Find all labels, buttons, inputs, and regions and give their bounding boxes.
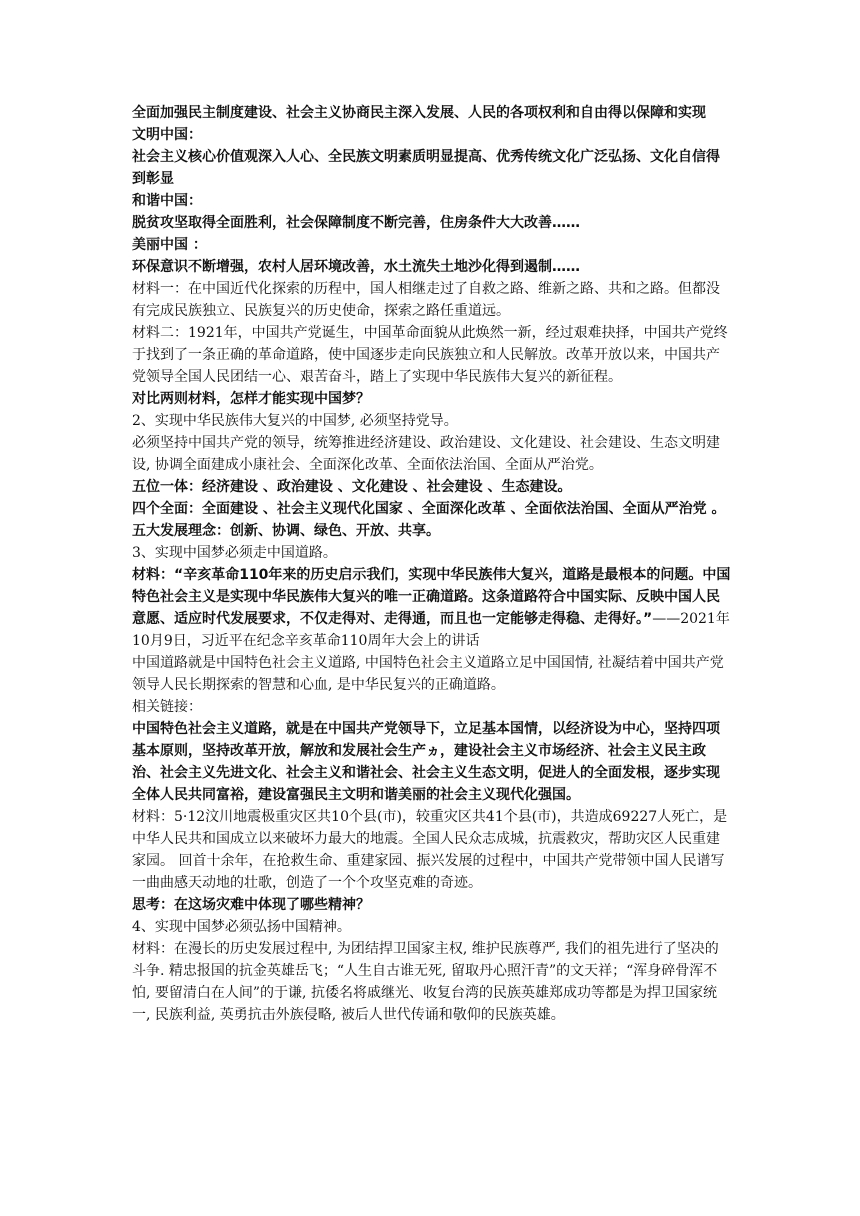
five-development-concepts: 五大发展理念：创新、协调、绿色、开放、共享。	[132, 523, 440, 539]
wenchuan-material: 材料：5·12汶川地震极重灾区共10个县(市)，较重灾区共41个县(市)，共造成69227人死亡，是中华人民共和国成立以来破坏力最大的地震。全国人民众志成城，抗震救灾，帮助灾区人民重建家园。 回首十余年，在抢救生命、重建家园、振兴发展的过程中，中国共产党带领中国人民谱写一曲曲感天动地的壮歌，创造了一个个攻坚克难的奇迹。	[132, 809, 728, 891]
related-link-label: 相关链接：	[132, 699, 202, 715]
section-3-heading: 3、实现中国梦必须走中国道路。	[132, 545, 337, 561]
beautiful-china-text: 环保意识不断增强，农村人居环境改善，水土流失土地沙化得到遏制……	[132, 259, 580, 275]
document-body	[132, 102, 732, 1026]
democracy-summary: 全面加强民主制度建设、社会主义协商民主深入发展、人民的各项权利和自由得以保障和实现	[132, 105, 706, 121]
xinhai-material	[132, 564, 732, 652]
question-compare: 对比两则材料，怎样才能实现中国梦？	[132, 391, 370, 407]
material-two: 材料二：1921年，中国共产党诞生，中国革命面貌从此焕然一新，经过艰难抉择，中国共产党终于找到了一条正确的革命道路，使中国逐步走向民族独立和人民解放。改革开放以来，中国共产党领导全国人民团结一心、艰苦奋斗，踏上了实现中华民族伟大复兴的新征程。	[132, 325, 728, 385]
xinhai-quote: 材料：“辛亥革命110年来的历史启示我们，实现中华民族伟大复兴，道路是最根本的问题。中国特色社会主义是实现中华民族伟大复兴的唯一正确道路。这条道路符合中国实际、反映中国人民意愿、适应时代发展要求，不仅走得对、走得通，而且也一定能够走得稳、走得好。”	[132, 567, 731, 627]
heading-civilized-china: 文明中国：	[132, 127, 202, 143]
heading-harmonious-china: 和谐中国：	[132, 193, 202, 209]
question-spirit: 思考：在这场灾难中体现了哪些精神？	[132, 897, 370, 913]
socialism-road-definition: 中国特色社会主义道路，就是在中国共产党领导下，立足基本国情，以经济设为中心，坚持四项基本原则，坚持改革开放，解放和发展社会生产ヵ，建设社会主义市场经济、社会主义民主政治、社会主义先进文化、社会主义和谐社会、社会主义生态文明，促进人的全面发根，逐步实现全体人民共同富裕，建设富强民主文明和谐美丽的社会主义现代化强国。	[132, 721, 720, 803]
section-4-heading: 4、实现中国梦必须弘扬中国精神。	[132, 919, 351, 935]
party-leadership-text: 必须坚持中国共产党的领导，统筹推进经济建设、政治建设、文化建设、社会建设、生态文明建设, 协调全面建成小康社会、全面深化改革、全面依法治国、全面从严治党。	[132, 435, 720, 473]
section-2-heading: 2、实现中华民族伟大复兴的中国梦, 必须坚持党导。	[132, 413, 458, 429]
civilized-china-text: 社会主义核心价值观深入人心、全民族文明素质明显提高、优秀传统文化广泛弘扬、文化自信得到彰显	[132, 149, 720, 187]
heading-beautiful-china: 美丽中国 ：	[132, 237, 207, 253]
heroes-material: 材料：在漫长的历史发展过程中, 为团结捍卫国家主权, 维护民族尊严, 我们的祖先进行了坚决的斗争. 精忠报国的抗金英雄岳飞；“人生自古谁无死, 留取丹心照汗青”的文天祥；“浑身碎骨浑不怕, 要留清白在人间”的于谦, 抗倭名将戚继光、收复台湾的民族英雄郑成功等都是为捍卫国家统一, 民族利益, 英勇抗击外族侵略, 被后人世代传诵和敬仰的民族英雄。	[132, 941, 719, 1023]
five-in-one: 五位一体：经济建设 、政治建设 、文化建设 、社会建设 、生态建设。	[132, 479, 572, 495]
xinhai-source: ——2021年10月9日，习近平在纪念辛亥革命110周年大会上的讲话	[132, 611, 730, 649]
china-road-text: 中国道路就是中国特色社会主义道路, 中国特色社会主义道路立足中国国情, 社凝结着中国共产党领导人民长期探索的智慧和心血, 是中华民复兴的正确道路。	[132, 655, 724, 693]
four-comprehensives: 四个全面：全面建设 、社会主义现代化国家 、全面深化改革 、全面依法治国、全面从严治党 。	[132, 501, 726, 517]
material-one: 材料一：在中国近代化探索的历程中，国人相继走过了自救之路、维新之路、共和之路。但都没有完成民族独立、民族复兴的历史使命，探索之路任重道远。	[132, 281, 720, 319]
harmonious-china-text: 脱贫攻坚取得全面胜利，社会保障制度不断完善，住房条件大大改善……	[132, 215, 580, 231]
